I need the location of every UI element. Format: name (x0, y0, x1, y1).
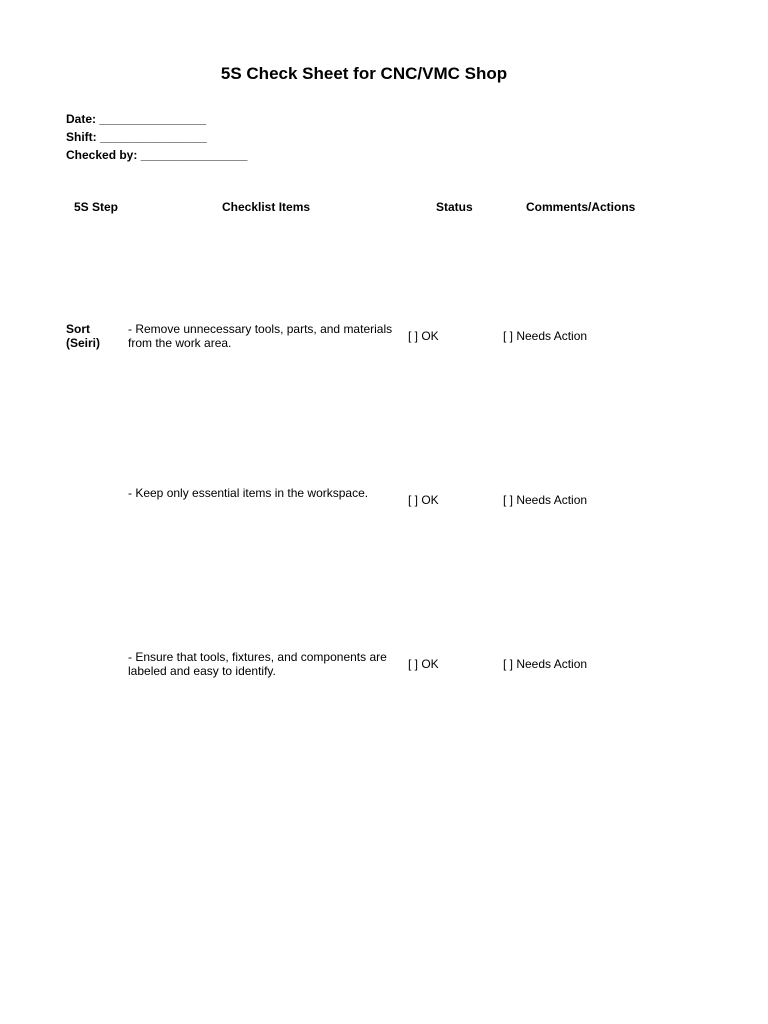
status-ok-checkbox: [ ] OK (408, 657, 439, 671)
table-row (0, 648, 768, 680)
status-ok-checkbox: [ ] OK (408, 329, 439, 343)
header-status: Status (436, 200, 473, 214)
step-cell (66, 322, 100, 350)
needs-action-checkbox: [ ] Needs Action (503, 657, 588, 671)
checked-by-field: Checked by: ________________ (66, 148, 248, 162)
checklist-item: - Remove unnecessary tools, parts, and materials from the work area. (128, 322, 393, 350)
checklist-item: - Ensure that tools, fixtures, and components are labeled and easy to identify. (128, 650, 387, 678)
header-checklist-items: Checklist Items (222, 200, 311, 214)
step-name: Sort (66, 322, 90, 336)
table-row (0, 484, 768, 516)
shift-field: Shift: ________________ (66, 130, 207, 144)
checklist-item: - Keep only essential items in the workspace. (128, 486, 369, 500)
needs-action-checkbox: [ ] Needs Action (503, 493, 588, 507)
header-comments-actions: Comments/Actions (526, 200, 636, 214)
step-japanese-name: (Seiri) (66, 336, 101, 350)
header-5s-step: 5S Step (74, 200, 119, 214)
date-field: Date: ________________ (66, 112, 207, 126)
table-row (0, 320, 768, 352)
header-fields (66, 110, 247, 164)
page-title: 5S Check Sheet for CNC/VMC Shop (220, 64, 508, 83)
status-ok-checkbox: [ ] OK (408, 493, 439, 507)
needs-action-checkbox: [ ] Needs Action (503, 329, 588, 343)
